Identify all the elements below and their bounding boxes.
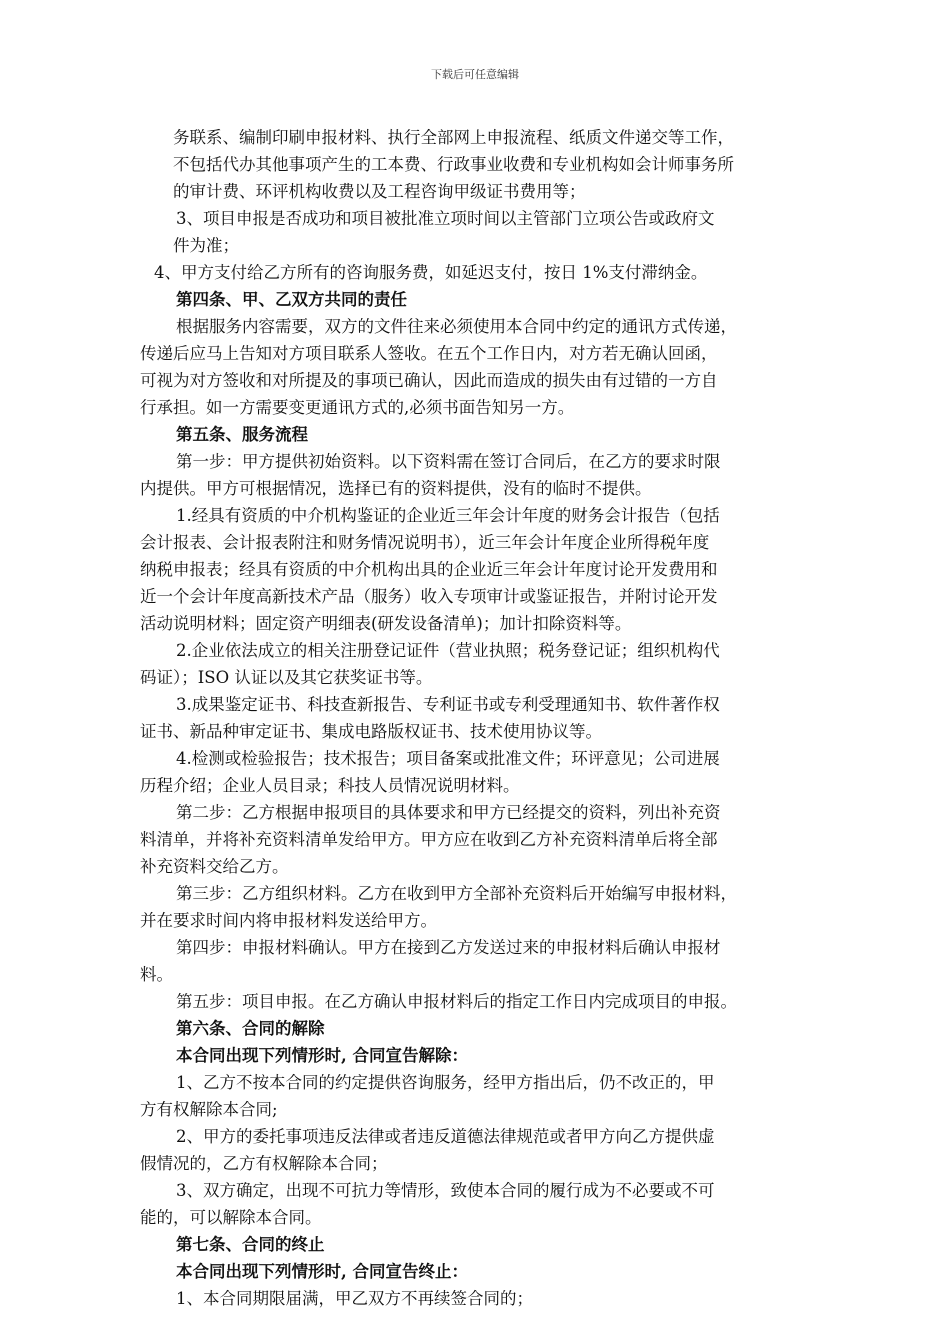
paragraph-line: 3、项目申报是否成功和项目被批准立项时间以主管部门立项公告或政府文 bbox=[176, 209, 715, 228]
paragraph-line: 的审计费、环评机构收费以及工程咨询甲级证书费用等； bbox=[173, 182, 586, 201]
paragraph-line: 近一个会计年度高新技术产品（服务）收入专项审计或鉴证报告，并附讨论开发 bbox=[140, 587, 718, 606]
paragraph-line: 传递后应马上告知对方项目联系人签收。在五个工作日内，对方若无确认回函， bbox=[140, 344, 718, 363]
paragraph-line: 可视为对方签收和对所提及的事项已确认，因此而造成的损失由有过错的一方自 bbox=[140, 371, 718, 390]
paragraph-line: 第五步：项目申报。在乙方确认申报材料后的指定工作日内完成项目的申报。 bbox=[176, 992, 737, 1011]
paragraph-line: 内提供。甲方可根据情况，选择已有的资料提供，没有的临时不提供。 bbox=[140, 479, 652, 498]
paragraph-line: 会计报表、会计报表附注和财务情况说明书），近三年会计年度企业所得税年度 bbox=[140, 533, 710, 552]
paragraph-line: 不包括代办其他事项产生的工本费、行政事业收费和专业机构如会计师事务所 bbox=[173, 155, 734, 174]
paragraph-line: 件为准； bbox=[173, 236, 239, 255]
paragraph-line: 3.成果鉴定证书、科技查新报告、专利证书或专利受理通知书、软件著作权 bbox=[176, 695, 720, 714]
paragraph-line: 第一步：甲方提供初始资料。以下资料需在签订合同后，在乙方的要求时限 bbox=[176, 452, 721, 471]
paragraph-line: 2.企业依法成立的相关注册登记证件（营业执照；税务登记证；组织机构代 bbox=[176, 641, 720, 660]
paragraph-line: 证书、新品种审定证书、集成电路版权证书、技术使用协议等。 bbox=[140, 722, 602, 741]
section-heading-line: 第四条、甲、乙双方共同的责任 bbox=[176, 290, 407, 309]
paragraph-line: 方有权解除本合同; bbox=[140, 1100, 278, 1119]
paragraph-line: 根据服务内容需要，双方的文件往来必须使用本合同中约定的通讯方式传递， bbox=[176, 317, 737, 336]
paragraph-line: 第二步：乙方根据申报项目的具体要求和甲方已经提交的资料，列出补充资 bbox=[176, 803, 721, 822]
paragraph-line: 历程介绍；企业人员目录；科技人员情况说明材料。 bbox=[140, 776, 520, 795]
paragraph-line: 1.经具有资质的中介机构鉴证的企业近三年会计年度的财务会计报告（包括 bbox=[176, 506, 720, 525]
paragraph-line: 1、本合同期限届满，甲乙双方不再续签合同的； bbox=[176, 1289, 533, 1308]
paragraph-line: 活动说明材料；固定资产明细表(研发设备清单)；加计扣除资料等。 bbox=[140, 614, 632, 633]
paragraph-line: 1、乙方不按本合同的约定提供咨询服务，经甲方指出后，仍不改正的，甲 bbox=[176, 1073, 715, 1092]
paragraph-line: 第三步：乙方组织材料。乙方在收到甲方全部补充资料后开始编写申报材料， bbox=[176, 884, 737, 903]
paragraph-line: 料清单，并将补充资料清单发给甲方。甲方应在收到乙方补充资料清单后将全部 bbox=[140, 830, 718, 849]
paragraph-line: 纳税申报表；经具有资质的中介机构出具的企业近三年会计年度讨论开发费用和 bbox=[140, 560, 718, 579]
paragraph-line: 能的，可以解除本合同。 bbox=[140, 1208, 322, 1227]
section-heading-line: 本合同出现下列情形时, 合同宣告终止： bbox=[176, 1262, 468, 1281]
paragraph-line: 2、甲方的委托事项违反法律或者违反道德法律规范或者甲方向乙方提供虚 bbox=[176, 1127, 715, 1146]
paragraph-line: 4.检测或检验报告；技术报告；项目备案或批准文件；环评意见；公司进展 bbox=[176, 749, 720, 768]
paragraph-line: 第四步：申报材料确认。甲方在接到乙方发送过来的申报材料后确认申报材 bbox=[176, 938, 721, 957]
paragraph-line: 务联系、编制印刷申报材料、执行全部网上申报流程、纸质文件递交等工作， bbox=[173, 128, 734, 147]
paragraph-line: 料。 bbox=[140, 965, 173, 984]
section-heading-line: 第七条、合同的终止 bbox=[176, 1235, 325, 1254]
paragraph-line: 并在要求时间内将申报材料发送给甲方。 bbox=[140, 911, 437, 930]
paragraph-line: 4、甲方支付给乙方所有的咨询服务费，如延迟支付，按日 1%支付滞纳金。 bbox=[154, 263, 708, 282]
paragraph-line: 码证）；ISO 认证以及其它获奖证书等。 bbox=[140, 668, 433, 687]
paragraph-line: 假情况的，乙方有权解除本合同； bbox=[140, 1154, 388, 1173]
paragraph-line: 补充资料交给乙方。 bbox=[140, 857, 289, 876]
section-heading-line: 第六条、合同的解除 bbox=[176, 1019, 325, 1038]
header-note: 下载后可任意编辑 bbox=[431, 68, 519, 81]
paragraph-line: 3、双方确定，出现不可抗力等情形，致使本合同的履行成为不必要或不可 bbox=[176, 1181, 715, 1200]
document-body bbox=[140, 124, 840, 1312]
section-heading-line: 第五条、服务流程 bbox=[176, 425, 308, 444]
paragraph-line: 行承担。如一方需要变更通讯方式的,必须书面告知另一方。 bbox=[140, 398, 575, 417]
section-heading-line: 本合同出现下列情形时, 合同宣告解除： bbox=[176, 1046, 468, 1065]
